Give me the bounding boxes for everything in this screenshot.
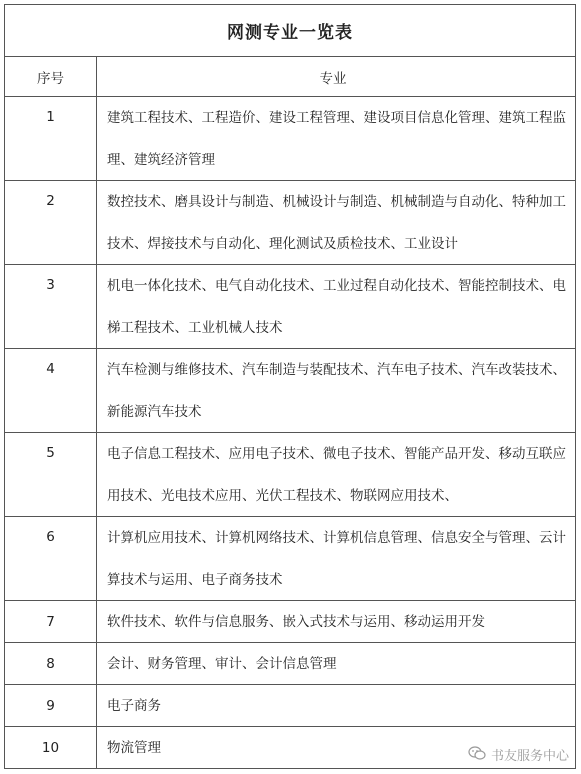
watermark-text: 书友服务中心 xyxy=(490,749,569,764)
row-major: 电子信息工程技术、应用电子技术、微电子技术、智能产品开发、移动互联应用技术、光电技术应用、光伏工程技术、物联网应用技术、 xyxy=(107,446,566,504)
table-row xyxy=(5,349,575,433)
row-no: 7 xyxy=(5,601,97,642)
row-no: 8 xyxy=(5,643,97,684)
row-no: 9 xyxy=(5,685,97,726)
table-row xyxy=(5,601,575,643)
row-major: 数控技术、磨具设计与制造、机械设计与制造、机械制造与自动化、特种加工技术、焊接技术与自动化、理化测试及质检技术、工业设计 xyxy=(107,194,566,252)
row-major: 物流管理 xyxy=(107,739,161,756)
table-row xyxy=(5,97,575,181)
header-major: 专业 xyxy=(319,70,347,87)
table-row xyxy=(5,181,575,265)
row-major: 会计、财务管理、审计、会计信息管理 xyxy=(107,655,337,672)
table-row xyxy=(5,643,575,685)
row-no: 2 xyxy=(5,181,97,264)
wechat-icon xyxy=(468,746,486,764)
header-no: 序号 xyxy=(5,57,97,96)
majors-table xyxy=(4,4,576,769)
row-no: 1 xyxy=(5,97,97,180)
row-major: 软件技术、软件与信息服务、嵌入式技术与运用、移动运用开发 xyxy=(107,613,485,630)
table-title: 网测专业一览表 xyxy=(5,5,575,57)
row-no: 6 xyxy=(5,517,97,600)
row-major: 汽车检测与维修技术、汽车制造与装配技术、汽车电子技术、汽车改装技术、新能源汽车技术 xyxy=(107,362,566,420)
row-no: 10 xyxy=(5,727,97,768)
table-row xyxy=(5,517,575,601)
table-row xyxy=(5,265,575,349)
row-no: 5 xyxy=(5,433,97,516)
row-major: 机电一体化技术、电气自动化技术、工业过程自动化技术、智能控制技术、电梯工程技术、工业机械人技术 xyxy=(107,278,566,336)
row-major: 计算机应用技术、计算机网络技术、计算机信息管理、信息安全与管理、云计算技术与运用、电子商务技术 xyxy=(107,530,566,588)
table-header-row xyxy=(5,57,575,97)
watermark xyxy=(468,745,569,764)
row-major: 电子商务 xyxy=(107,697,161,714)
row-no: 4 xyxy=(5,349,97,432)
row-no: 3 xyxy=(5,265,97,348)
table-row xyxy=(5,685,575,727)
row-major: 建筑工程技术、工程造价、建设工程管理、建设项目信息化管理、建筑工程监理、建筑经济管理 xyxy=(107,110,566,168)
table-row xyxy=(5,433,575,517)
